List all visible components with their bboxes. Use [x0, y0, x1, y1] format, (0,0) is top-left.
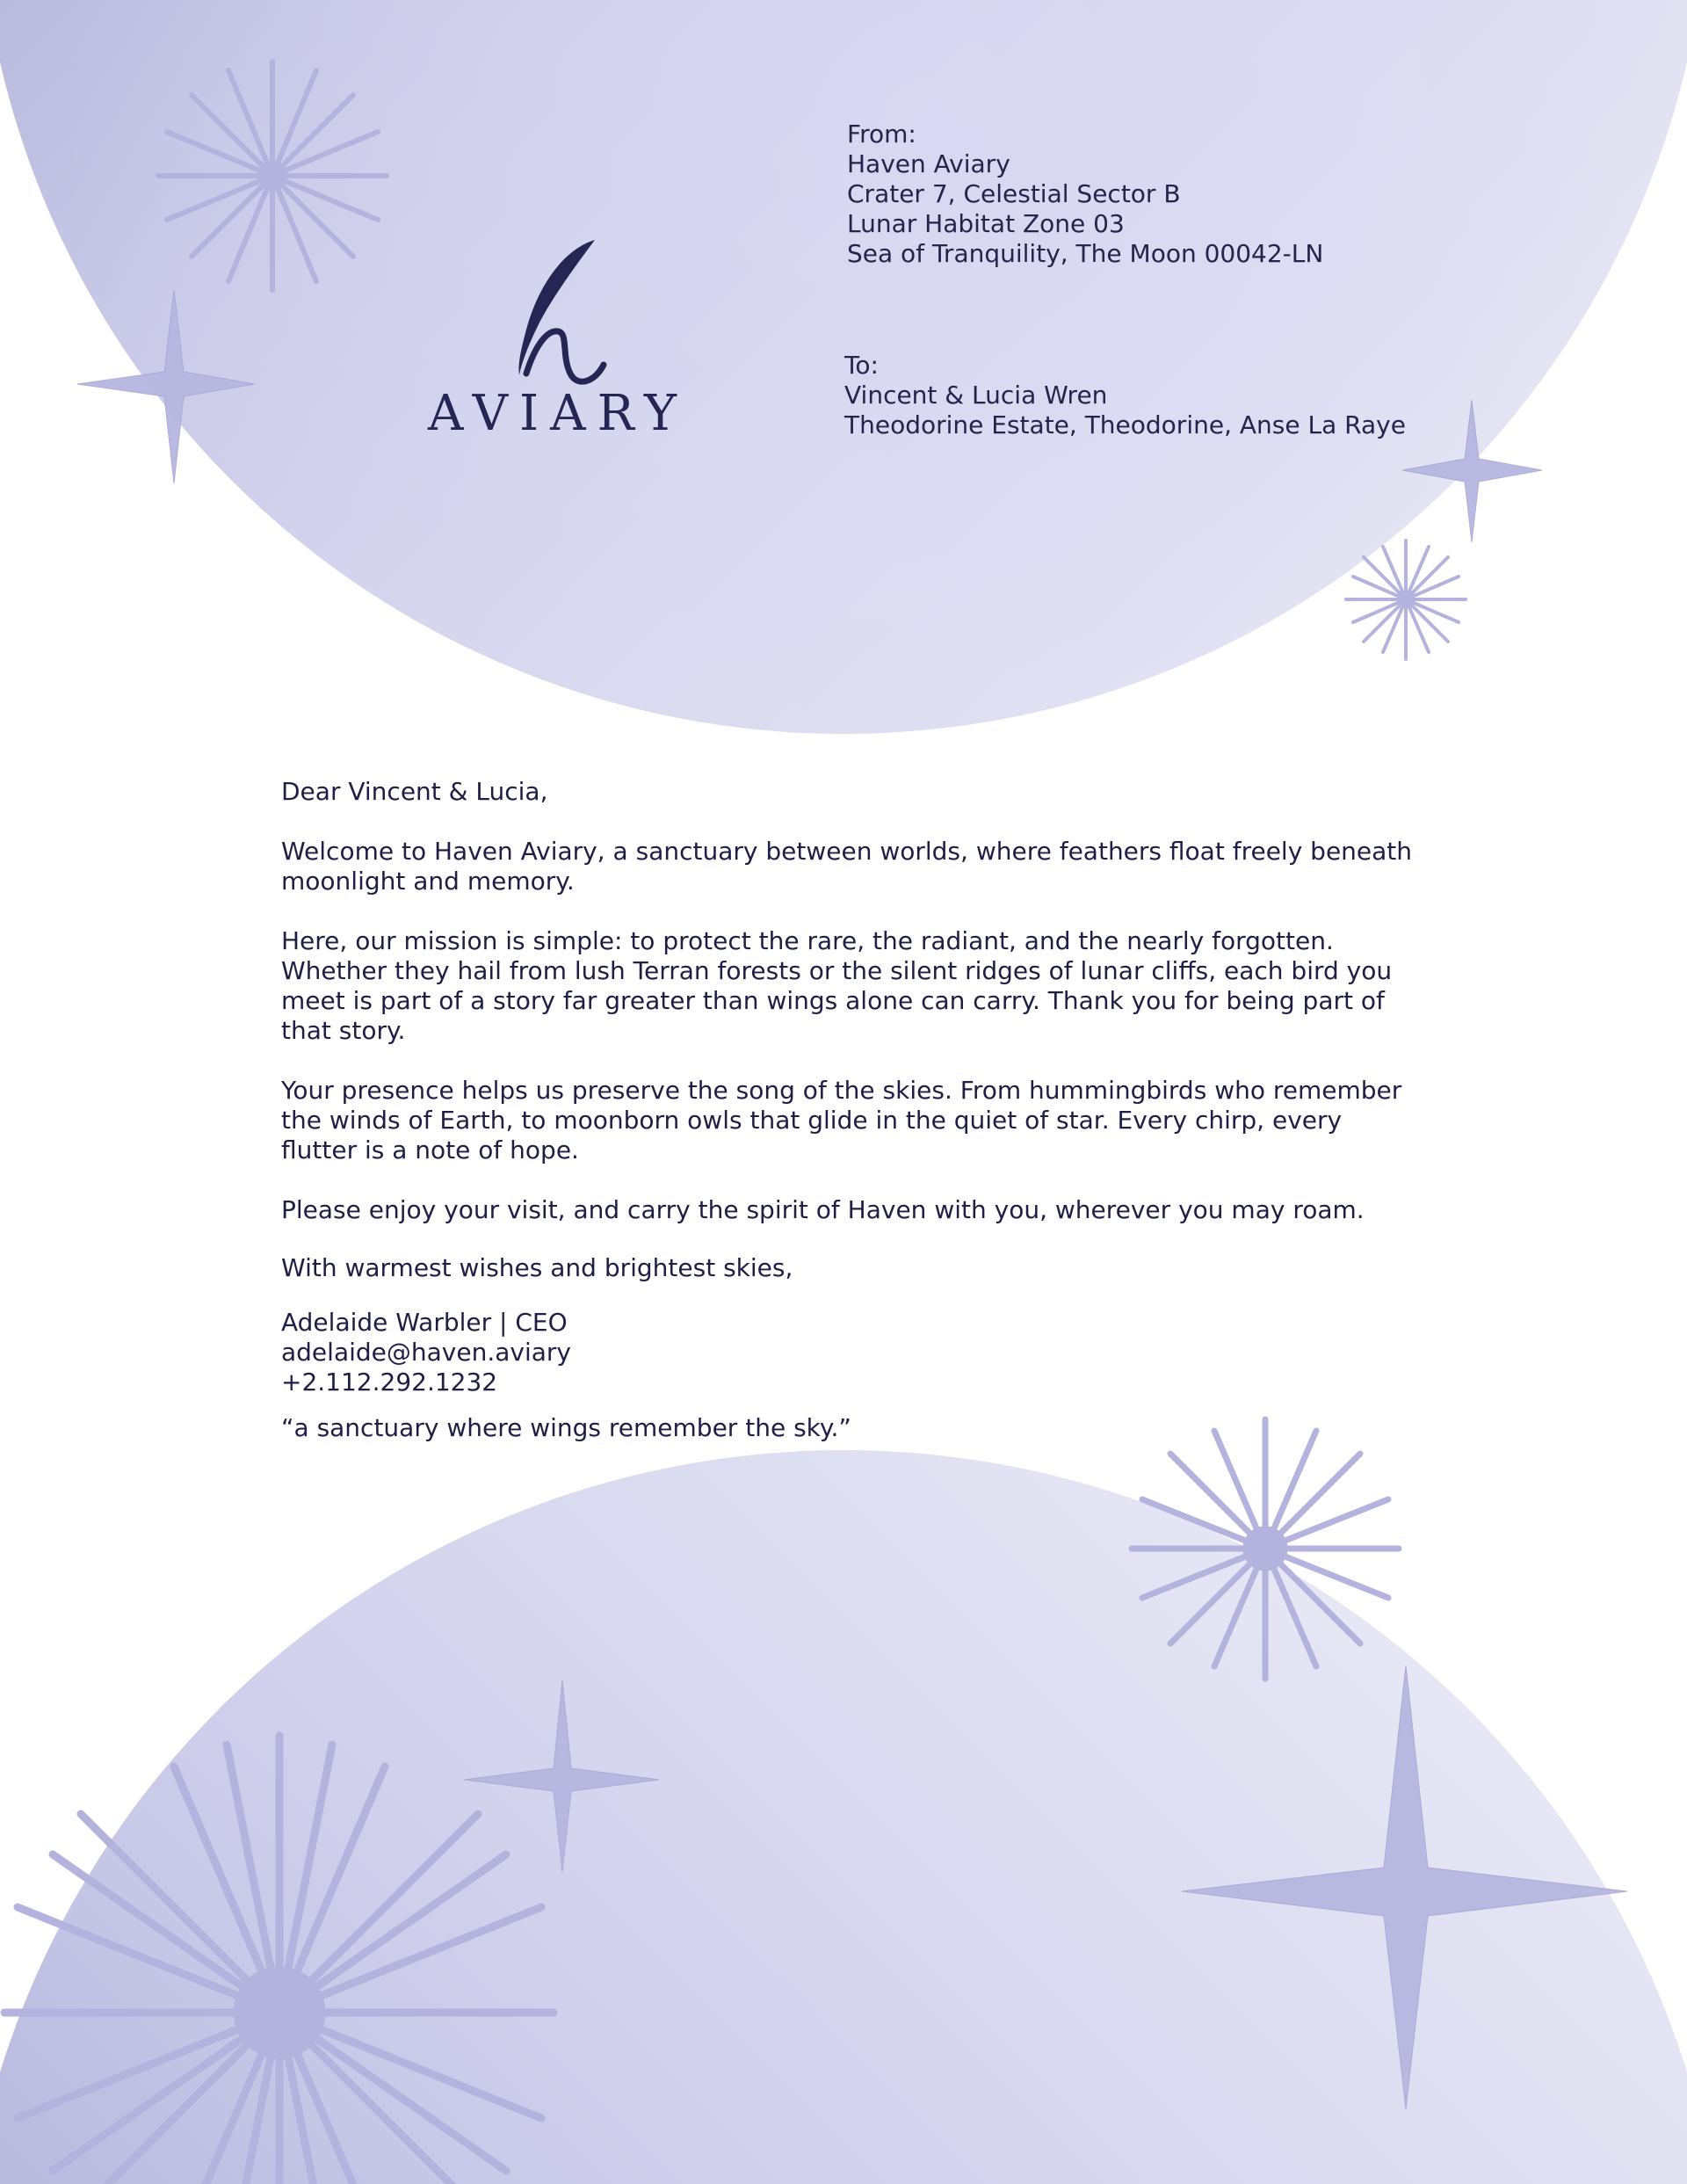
recipient-name: Vincent & Lucia Wren — [844, 381, 1108, 410]
sender-address-block — [847, 120, 1323, 269]
recipient-address-block — [844, 351, 1406, 440]
burst-star-icon — [158, 62, 387, 290]
signer-name-title: Adelaide Warbler | CEO — [281, 1308, 568, 1337]
from-label: From: — [847, 120, 916, 149]
sender-address-line: Sea of Tranquility, The Moon 00042-LN — [847, 239, 1324, 268]
letter-paragraph: Your presence helps us preserve the song of the skies. From hummingbirds who remember the winds of Earth, to moonborn owls that glide in the quiet of star. Every chirp, every flutter is a note of hope. — [281, 1076, 1402, 1165]
letter-greeting: Dear Vincent & Lucia, — [281, 777, 548, 806]
signer-email[interactable]: adelaide@haven.aviary — [281, 1338, 571, 1367]
sender-address-line: Crater 7, Celestial Sector B — [847, 179, 1181, 208]
burst-star-icon — [1132, 1419, 1399, 1679]
letter-tagline: “a sanctuary where wings remember the sky.” — [281, 1413, 851, 1442]
sender-address-line: Lunar Habitat Zone 03 — [847, 209, 1125, 238]
to-label: To: — [844, 351, 879, 380]
letter-paragraph: Please enjoy your visit, and carry the spirit of Haven with you, wherever you may roam. — [281, 1195, 1365, 1224]
signature-block — [281, 1308, 1423, 1397]
letter-body — [281, 777, 1423, 1443]
aviary-logo — [413, 233, 703, 453]
logo-wordmark: AVIARY — [427, 385, 689, 442]
burst-star-icon — [1346, 541, 1466, 659]
signer-phone: +2.112.292.1232 — [281, 1368, 498, 1397]
recipient-address-line: Theodorine Estate, Theodorine, Anse La Raye — [844, 410, 1406, 439]
letter-closing: With warmest wishes and brightest skies, — [281, 1253, 793, 1282]
letter-paragraph: Welcome to Haven Aviary, a sanctuary between worlds, where feathers float freely beneath moonlight and memory. — [281, 837, 1413, 896]
sender-name: Haven Aviary — [847, 149, 1010, 178]
feather-h-logo-icon — [496, 233, 619, 400]
letter-paragraph: Here, our mission is simple: to protect the rare, the radiant, and the nearly forgotten. Whether they hail from lush Terran forests or the silent ridges of lunar cliffs, each bird you meet is part of a story far greater than wings alone can carry. Thank you for being part of that story. — [281, 926, 1393, 1045]
